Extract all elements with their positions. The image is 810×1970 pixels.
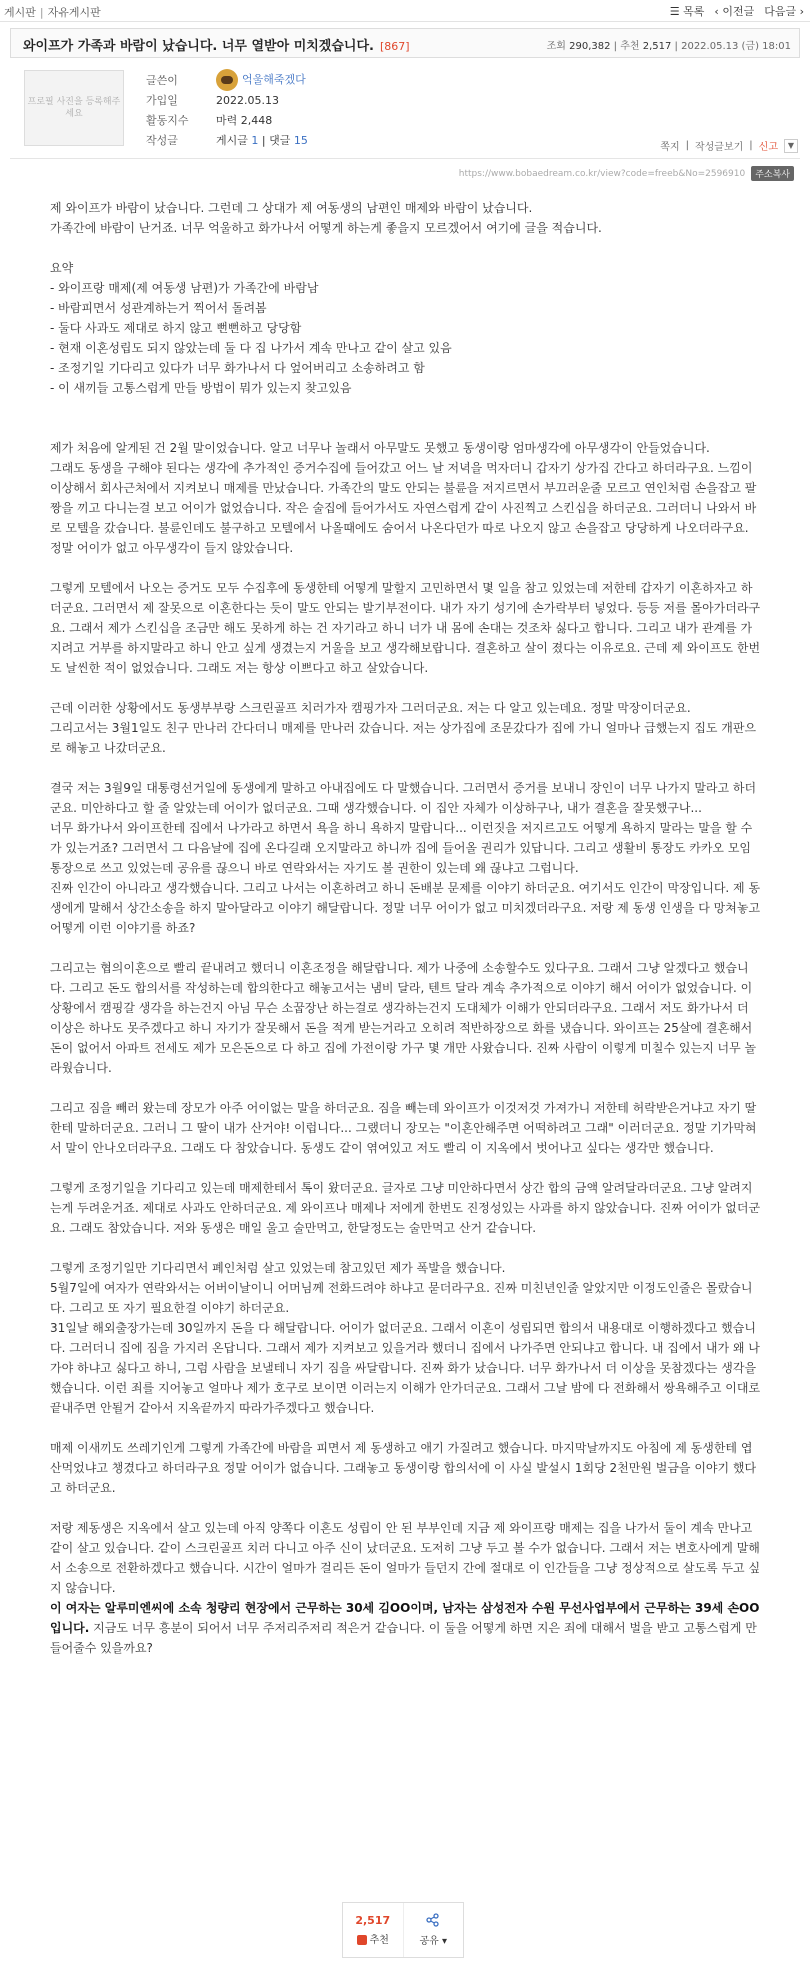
body-paragraph: - 와이프랑 매제(제 여동생 남편)가 가족간에 바람남 <box>50 281 319 295</box>
profile-placeholder-text: 프로필 사진을 등록해주세요 <box>27 97 121 119</box>
body-paragraph: - 조정기일 기다리고 있다가 너무 화가나서 다 엎어버리고 소송하려고 함 <box>50 361 425 375</box>
prev-label: 이전글 <box>722 5 755 18</box>
divider <box>10 158 800 159</box>
post-actions: 쪽지 | 작성글보기 | 신고 ▼ <box>660 138 798 153</box>
joined-value: 2022.05.13 <box>216 93 279 107</box>
vote-box <box>342 1902 464 1958</box>
share-button[interactable] <box>403 1903 464 1957</box>
list-button[interactable] <box>670 3 705 19</box>
chevron-down-icon[interactable]: ▼ <box>784 139 798 153</box>
body-blank-line <box>50 1158 762 1178</box>
body-paragraph: 요약 <box>50 261 74 275</box>
body-paragraph: 매제 이새끼도 쓰레기인게 그렇게 가족간에 바람을 피면서 제 동생하고 애기 가질려고 했습니다. 마지막날까지도 아침에 제 동생한테 엽산먹었냐고 챙겼다고 하더라구요 정말 어이가 없습니다. 그래놓고 동생이랑 합의서에 이 사실 발설시 1회당 2천만원 벌금을 이야기 했다고 하더군요. <box>50 1441 757 1495</box>
post-title <box>23 35 410 54</box>
views-count: 290,382 <box>569 41 611 52</box>
body-paragraph: 그리고 짐을 빼러 왔는데 장모가 아주 어이없는 말을 하더군요. 짐을 빼는데 와이프가 이것저것 가져가니 저한테 허락받은거냐고 자기 딸한테 말하더군요. 그러니 그 딸이 내가 산거야! 이럽니다... 그랬더니 장모는 "이혼안해주면 어떡하려고 그래" 이러더군요. 정말 기가막혀서 말이 안나오더라구요. 그래도 다 참았습니다. 동생도 같이 엮여있고 저도 빨리 이 지옥에서 벗어나고 싶다는 생각만 했습니다. <box>50 1101 757 1155</box>
next-label: 다음글 <box>764 5 797 18</box>
recommend-button[interactable] <box>343 1903 403 1957</box>
body-paragraphs <box>50 198 762 1598</box>
copy-url-button[interactable]: 주소복사 <box>751 166 794 181</box>
report-button[interactable]: 신고 <box>758 142 778 153</box>
body-paragraph: 그렇게 모텔에서 나오는 증거도 모두 수집후에 동생한테 어떻게 말할지 고민하면서 몇 일을 참고 있었는데 저한테 갑자기 이혼하자고 하더군요. 그러면서 제 잘못으로 이혼한다는 듯이 말도 안되는 발기부전이다. 내가 자기 성기에 손가락부터 넣었다. 등등 저를 몰아가더라구요. 그래서 제가 스킨십을 조금만 해도 못하게 하는 건 자기라고 하니 너가 내 몸에 손대는 것조차 싫다고 합니다. 그리고 내가 관계를 가지려고 거부를 하지말라고 하니 안고 싶게 생겼는지 거울을 보고 생각해보랍니다. 결혼하고 살이 졌다는 이유로요. 근데 제 와이프도 한번도 날씬한 적이 없었습니다. 그래도 저는 항상 이쁘다고 하고 살았습니다. <box>50 581 761 675</box>
body-blank-line <box>50 938 762 958</box>
author-info <box>146 70 308 150</box>
chevron-left-icon: ‹ <box>714 5 719 18</box>
activity-row <box>146 110 308 130</box>
breadcrumb-board[interactable]: 게시판 <box>4 6 36 19</box>
body-paragraph: - 바람피면서 성관계하는거 찍어서 돌려봄 <box>50 301 267 315</box>
recommend-count: 2,517 <box>355 1914 391 1927</box>
body-blank-line <box>50 418 762 438</box>
body-blank-line <box>50 398 762 418</box>
body-final-text: 지금도 너무 흥분이 되어서 너무 주저리주저리 적은거 같습니다. 이 둘을 어떻게 하면 지은 죄에 대해서 벌을 받고 고통스럽게 만들어줄수 있을까요? <box>50 1621 757 1655</box>
breadcrumb-separator: | <box>39 6 44 19</box>
body-paragraph: 그렇게 조정기일을 기다리고 있는데 매제한테서 톡이 왔더군요. 글자로 그냥 미안하다면서 상간 합의 금액 알려달라더군요. 그냥 알려지는게 두려운거죠. 제대로 사과도 안하더군요. 제 와이프나 매제나 저에게 한번도 진정성있는 사과를 하지 않았습니다. 진짜 어이가 없더군요. 그래도 참았습니다. 저와 동생은 매일 울고 술만먹고, 한달정도는 술만먹고 산거 같습니다. <box>50 1181 761 1235</box>
recommend-label: 추천 <box>369 1935 389 1946</box>
author-row <box>146 70 308 90</box>
body-paragraph: - 현재 이혼성립도 되지 않았는데 둘 다 집 나가서 계속 만나고 같이 살고 있음 <box>50 341 452 355</box>
share-icon <box>426 1913 440 1927</box>
recs-count: 2,517 <box>642 41 672 52</box>
body-paragraph: 그리고서는 3월1일도 친구 만나러 간다더니 매제를 만나러 갔습니다. 저는 상가집에 조문갔다가 집에 가니 얼마나 급했는지 집도 개판으로 해놓고 나갔더군요. <box>50 721 757 755</box>
body-paragraph: 저랑 제동생은 지옥에서 살고 있는데 아직 양쪽다 이혼도 성립이 안 된 부부인데 지금 제 와이프랑 매제는 집을 나가서 둘이 계속 만나고 같이 살고 있습니다. 같이 스크린골프 치러 다니고 아주 신이 났더군요. 도저히 그냥 두고 볼 수가 없습니다. 그래서 저는 변호사에게 말해서 소송으로 전환하겠다고 했습니다. 시간이 얼마가 걸리든 돈이 얼마가 들던지 간에 절대로 이 인간들을 그냥 정상적으로 살도록 두고 싶지 않습니다. <box>50 1521 761 1595</box>
body-paragraph: 결국 저는 3월9일 대통령선거일에 동생에게 말하고 아내집에도 다 말했습니다. 그러면서 증거를 보내니 장인이 너무 나가지 말라고 하더군요. 미안하다고 할 줄 알았는데 어이가 없더군요. 그때 생각했습니다. 이 집안 자체가 이상하구나, 내가 결혼을 잘못했구나... <box>50 781 757 815</box>
recommend-label-wrap <box>357 1931 389 1946</box>
post-meta: 조회 290,382 | 추천 2,517 | 2022.05.13 (금) 18:01 <box>546 41 791 52</box>
chevron-right-icon: › <box>799 5 804 18</box>
thumbs-up-icon <box>357 1935 367 1945</box>
post-title-bar <box>10 28 800 58</box>
body-final-paragraph <box>50 1598 762 1658</box>
views-label: 조회 <box>546 41 566 52</box>
top-nav <box>0 0 810 22</box>
breadcrumb-free-board[interactable]: 자유게시판 <box>47 6 101 19</box>
list-icon: ☰ <box>669 5 680 18</box>
body-paragraph: 제 와이프가 바람이 났습니다. 그런데 그 상대가 제 여동생의 남편인 매제와 바람이 났습니다. <box>50 201 533 215</box>
body-paragraph: 그리고는 협의이혼으로 빨리 끝내려고 했더니 이혼조정을 해달랍니다. 제가 나중에 소송할수도 있다구요. 그래서 그냥 알겠다고 했습니다. 그리고 돈도 합의서를 작성하는데 합의한다고 해놓고서는 냄비 달라, 텐트 달라 계속 추가적으로 이야기 해서 어이가 없었습니다. 이 상황에서 캠핑갈 생각을 하는건지 아님 무슨 소꿉장난 하는걸로 생각하는건지 도대체가 이해가 안되더라구요. 그래서 저도 화가나서 더 이상은 하나도 못주겠다고 하니 자기가 잘못해서 돈을 적게 받는거라고 오히려 적반하장으로 화를 냈습니다. 와이프는 25살에 결혼해서 돈이 없어서 아파트 전세도 제가 모은돈으로 다 하고 집에 가전이랑 가구 몇 개만 사왔습니다. 진짜 사람이 이렇게 미칠수 있는지 너무 놀라웠습니다. <box>50 961 757 1075</box>
list-label: 목록 <box>683 5 705 18</box>
activity-label: 활동지수 <box>146 114 189 127</box>
replies-text: 댓글 <box>269 134 291 147</box>
body-blank-line <box>50 238 762 258</box>
joined-label: 가입일 <box>146 94 178 107</box>
body-paragraph: 5월7일에 여자가 연락와서는 어버이날이니 어머님께 전화드려야 하냐고 묻더라구요. 진짜 미친년인줄 알았지만 이정도인줄은 몰랐습니다. 그리고 또 자기 필요한걸 이야기 하더군요. <box>50 1281 753 1315</box>
body-paragraph: 가족간에 바람이 난거죠. 너무 억울하고 화가나서 어떻게 하는게 좋을지 모르겠어서 여기에 글을 적습니다. <box>50 221 602 235</box>
replies-count-link[interactable]: 15 <box>293 134 308 147</box>
body-highlight: 이 여자는 알루미엔씨에 소속 청량리 현장에서 근무하는 30세 김OO이며, 남자는 삼성전자 수원 무선사업부에서 근무하는 39세 손OO입니다. <box>50 1601 760 1635</box>
author-value[interactable] <box>216 69 306 91</box>
breadcrumb <box>4 4 101 20</box>
posts-label: 작성글 <box>146 134 178 147</box>
author-label: 글쓴이 <box>146 74 178 87</box>
body-paragraph: 31일날 해외출장가는데 30일까지 돈을 다 해달랍니다. 어이가 없더군요. 그래서 이혼이 성립되면 합의서 내용대로 이행하겠다고 했습니다. 그러더니 집에 짐을 가지러 온답니다. 그래서 제가 지켜보고 있을거라 했더니 집에서 나가주면 안되냐고 합니다. 내 집에서 내가 왜 나가야 하냐고 싫다고 하니, 그럼 사람을 보낼테니 자기 짐을 싸달랍니다. 진짜 화가 났습니다. 너무 화가나서 더 이상을 못참겠다는 생각을 했습니다. 이런 죄를 지어놓고 얼마나 제가 호구로 보이면 이러는지 이해가 안가더군요. 그래서 그날 밤에 다 전화해서 쌍욕해주고 이대로 끝내주면 안될거 같아서 지옥끝까지 따라가주겠다고 했습니다. <box>50 1321 761 1415</box>
body-blank-line <box>50 678 762 698</box>
body-paragraph: 진짜 인간이 아니라고 생각했습니다. 그리고 나서는 이혼하려고 하니 돈배분 문제를 이야기 하더군요. 여기서도 인간이 막장입니다. 제 동생에게 말해서 상간소송을 하지 말아달라고 이야기 해달랍니다. 정말 너무 어이가 없고 미치겠더라구요. 저랑 제 동생 인생을 다 망쳐놓고 어떻게 이런 이야기를 하죠? <box>50 881 761 935</box>
share-label: 공유 <box>419 1936 439 1947</box>
next-post-button[interactable] <box>764 3 804 19</box>
url-row <box>459 166 794 181</box>
profile-photo-placeholder <box>24 70 124 146</box>
body-paragraph: 제가 처음에 알게된 건 2월 말이었습니다. 알고 너무나 놀래서 아무말도 못했고 동생이랑 엄마생각에 아무생각이 안들었습니다. <box>50 441 710 455</box>
body-blank-line <box>50 1078 762 1098</box>
note-button[interactable]: 쪽지 <box>660 142 680 153</box>
body-paragraph: 그렇게 조정기일만 기다리면서 폐인처럼 살고 있었는데 참고있던 제가 폭발을 했습니다. <box>50 1261 506 1275</box>
avatar <box>216 69 238 91</box>
share-label-wrap <box>419 1932 447 1947</box>
post-date: 2022.05.13 (금) 18:01 <box>681 41 791 52</box>
body-blank-line <box>50 1238 762 1258</box>
body-blank-line <box>50 1418 762 1438</box>
body-blank-line <box>50 1498 762 1518</box>
posts-value: 게시글 1 | 댓글 15 <box>216 134 308 147</box>
joined-row <box>146 90 308 110</box>
comment-count[interactable]: [867] <box>379 40 410 53</box>
nav-actions <box>670 3 804 19</box>
caret-down-icon: ▾ <box>441 1936 448 1947</box>
body-paragraph: 너무 화가나서 와이프한테 집에서 나가라고 하면서 욕을 하니 욕하지 말랍니다... 이런짓을 저지르고도 어떻게 욕하지 말라는 말을 할 수가 있는거죠? 그러면서 그 다음날에 집에 온다길래 오지말라고 하니까 집에 들어올 권리가 있답니다. 그리고 생활비 통장도 카카오 모임통장으로 쓰고 있었는데 공유를 끊으니 바로 연락와서는 자기도 볼 권한이 있는데 왜 끊냐고 그럽니다. <box>50 821 753 875</box>
body-paragraph: 그래도 동생을 구해야 된다는 생각에 추가적인 증거수집에 들어갔고 어느 날 저녁을 먹자더니 갑자기 상가집 간다고 하더라구요. 느낌이 이상해서 회사근처에서 지켜보니 매제를 만났습니다. 가족간의 말도 안되는 불륜을 저지르면서 부끄러운줄 모르고 연인처럼 손을잡고 팔짱을 끼고 다니는걸 보고 어이가 없었습니다. 작은 술집에 들어가서도 자연스럽게 같이 사진찍고 스킨십을 하더군요. 그러더니 나와서 바로 모텔을 갔습니다. 불륜인데도 불구하고 모텔에서 나올때에도 숨어서 나온다던가 따로 나오지 않고 손을잡고 당당하게 나오더라구요. 정말 어이가 없고 아무생각이 들지 않았습니다. <box>50 461 757 555</box>
posts-text: 게시글 <box>216 134 248 147</box>
body-blank-line <box>50 558 762 578</box>
post-body <box>50 198 762 1658</box>
prev-post-button[interactable] <box>714 3 754 19</box>
recs-label: 추천 <box>620 41 640 52</box>
posts-count-link[interactable]: 1 <box>251 134 259 147</box>
activity-value: 마력 2,448 <box>216 114 273 127</box>
body-blank-line <box>50 758 762 778</box>
body-paragraph: - 이 새끼들 고통스럽게 만들 방법이 뭐가 있는지 찾고있음 <box>50 381 352 395</box>
posts-row <box>146 130 308 150</box>
body-paragraph: - 둘다 사과도 제대로 하지 않고 뻔뻔하고 당당함 <box>50 321 302 335</box>
body-paragraph: 근데 이러한 상황에서도 동생부부랑 스크린골프 치러가자 캠핑가자 그러더군요. 저는 다 알고 있는데요. 정말 막장이더군요. <box>50 701 691 715</box>
view-posts-button[interactable]: 작성글보기 <box>694 142 744 153</box>
author-nickname: 억울해죽겠다 <box>242 73 306 86</box>
post-url: https://www.bobaedream.co.kr/view?code=freeb&No=2596910 <box>458 168 746 179</box>
post-title-text: 와이프가 가족과 바람이 났습니다. 너무 열받아 미치겠습니다. <box>23 39 374 54</box>
